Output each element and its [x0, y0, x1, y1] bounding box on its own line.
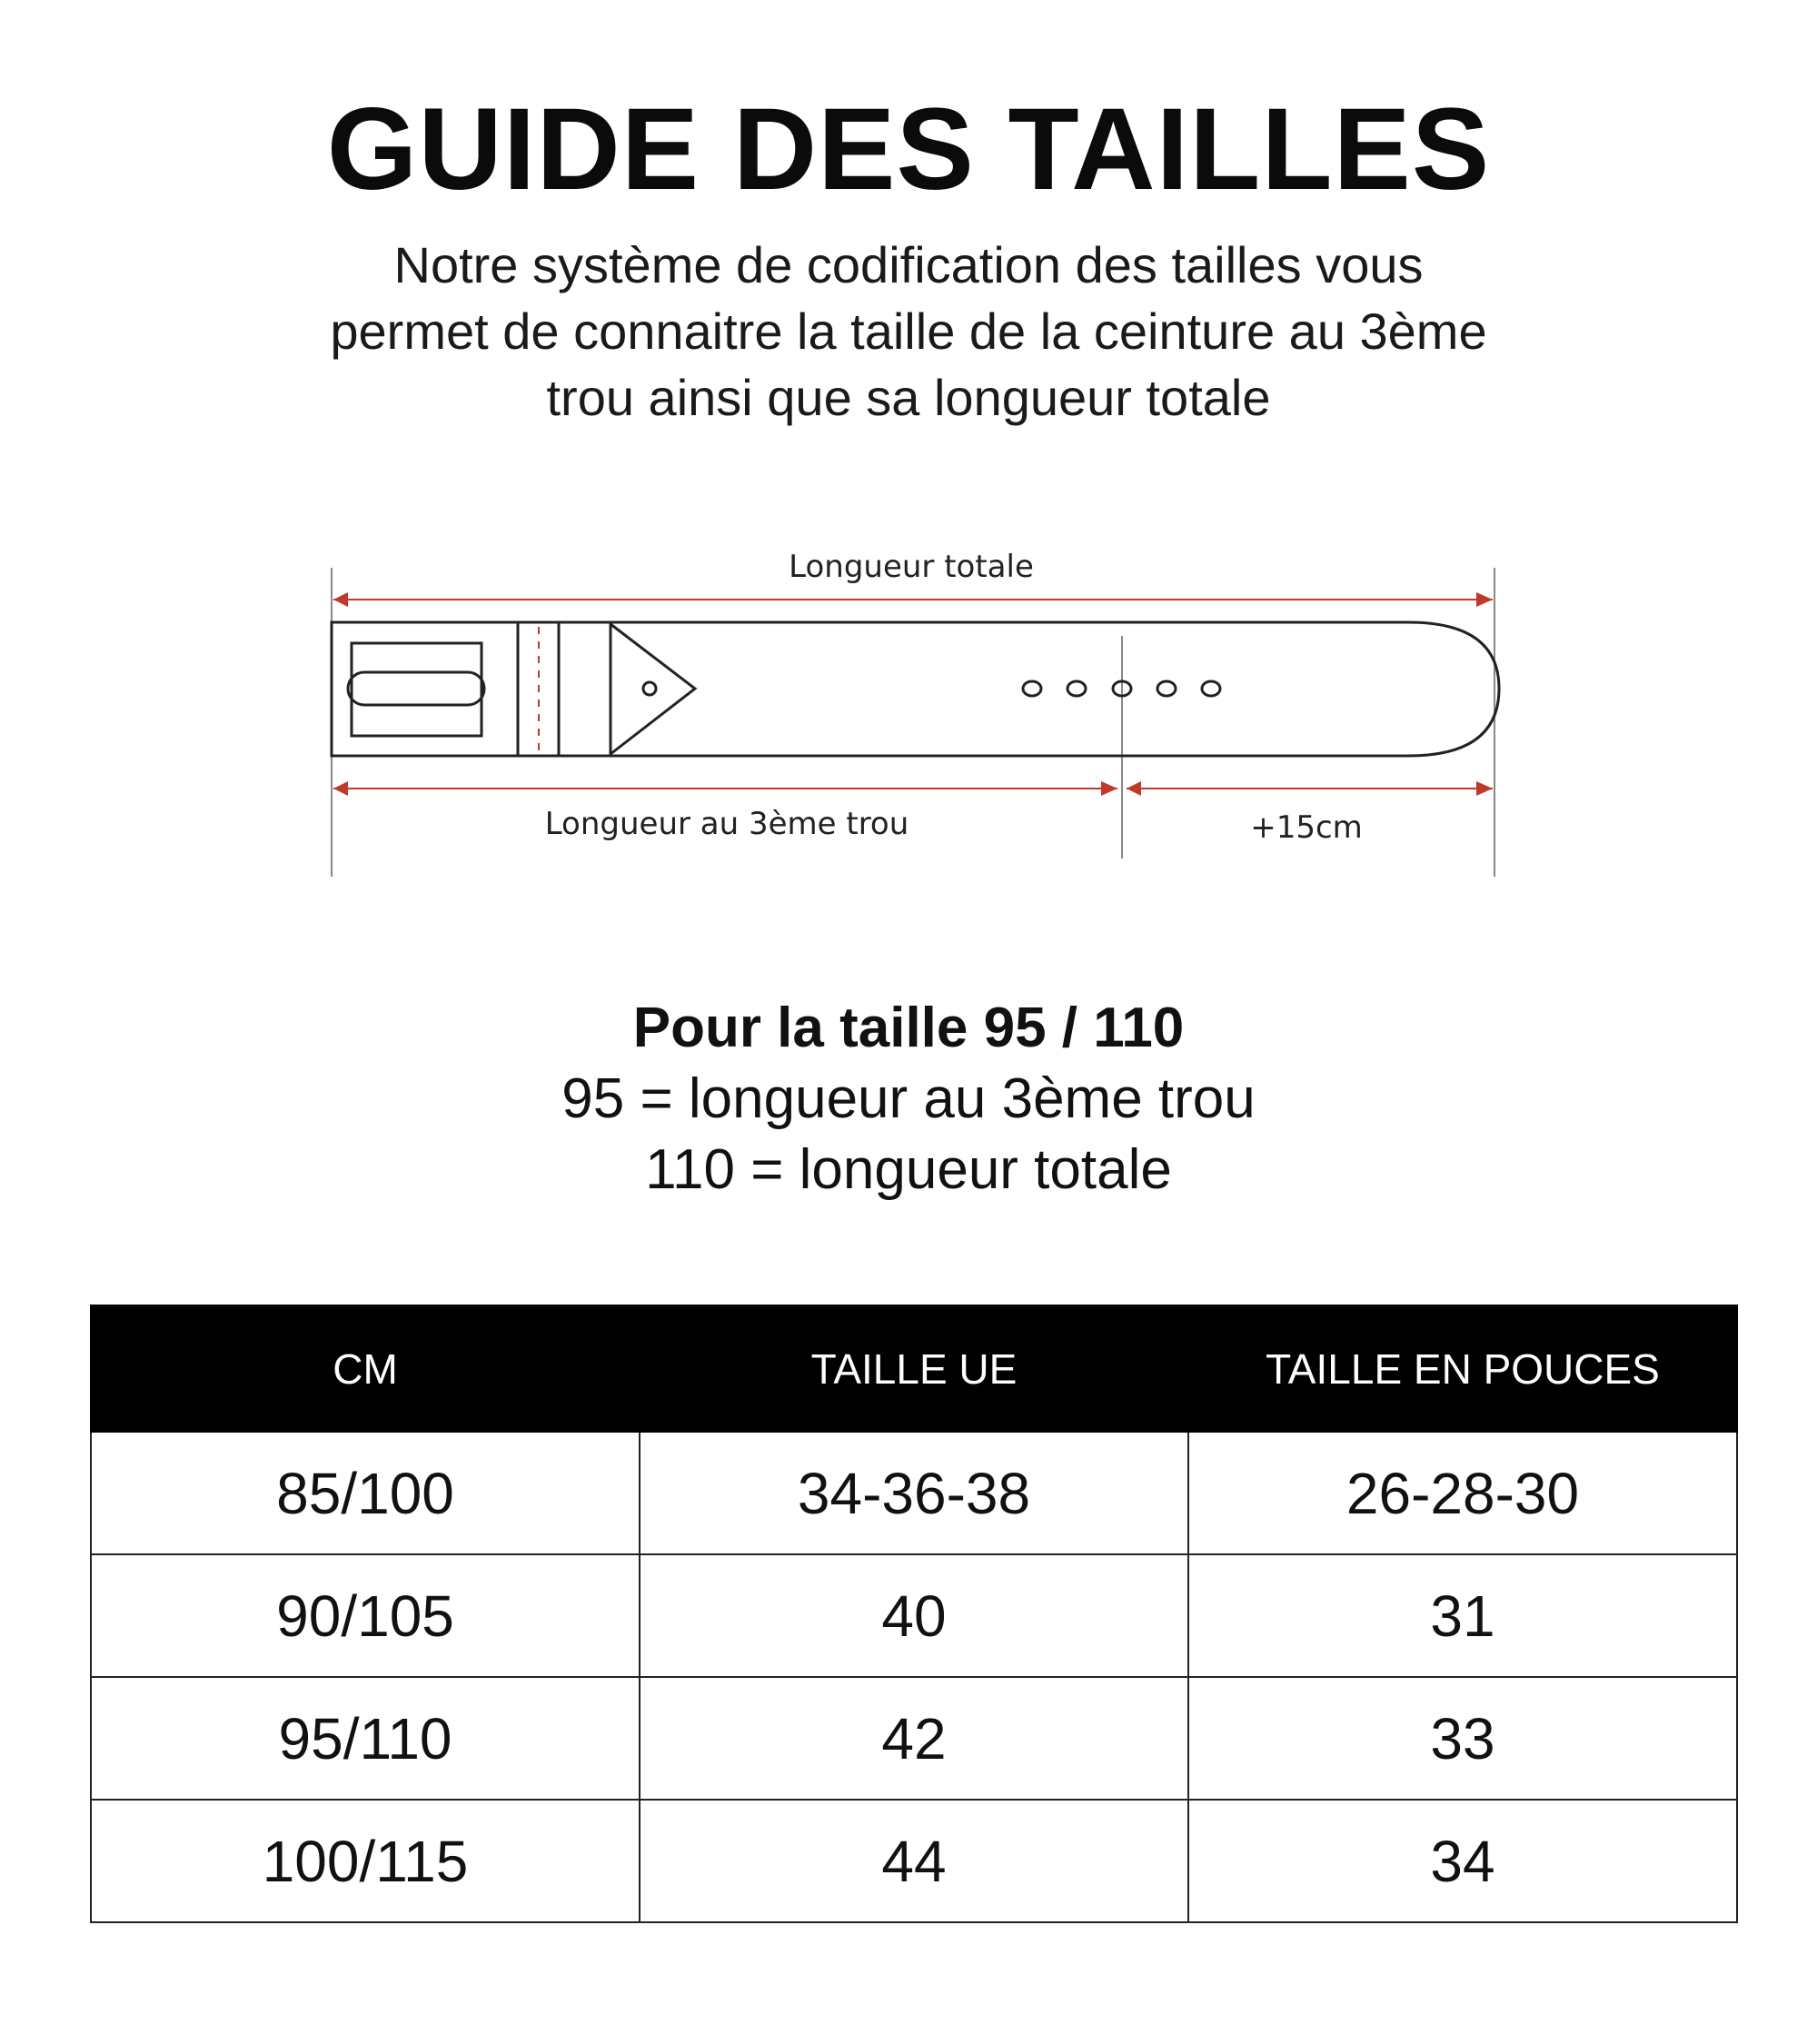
intro-line: permet de connaitre la taille de la ceinture au 3ème: [330, 303, 1487, 360]
example-heading: Pour la taille 95 / 110: [632, 997, 1185, 1059]
belt-diagram: [136, 536, 1708, 945]
example-line: 110 = longueur totale: [645, 1138, 1172, 1201]
buckle-frame: [352, 643, 482, 736]
table-cell: 95/110: [91, 1677, 640, 1800]
belt-hole: [1202, 681, 1220, 696]
rivet: [643, 682, 656, 695]
strap-tip: [611, 624, 695, 754]
table-cell: 34: [1188, 1800, 1737, 1922]
table-cell: 44: [640, 1800, 1188, 1922]
table-row: [91, 1677, 1737, 1800]
belt-hole: [1023, 681, 1041, 696]
label-third-hole-length: Longueur au 3ème trou: [544, 806, 909, 842]
buckle-prong: [348, 672, 484, 705]
belt-outline: [332, 622, 1499, 756]
table-cell: 33: [1188, 1677, 1737, 1800]
belt-hole: [1157, 681, 1176, 696]
table-row: [91, 1432, 1737, 1554]
table-cell: 100/115: [91, 1800, 640, 1922]
table-cell: 40: [640, 1554, 1188, 1677]
table-cell: 42: [640, 1677, 1188, 1800]
table-cell: 85/100: [91, 1432, 640, 1554]
label-total-length: Longueur totale: [789, 549, 1034, 585]
table-cell: 26-28-30: [1188, 1432, 1737, 1554]
example-line: 95 = longueur au 3ème trou: [561, 1067, 1256, 1130]
column-header-cm: CM: [91, 1305, 640, 1432]
table-cell: 31: [1188, 1554, 1737, 1677]
belt-hole: [1067, 681, 1086, 696]
size-example: [0, 993, 1817, 1206]
table-row: [91, 1800, 1737, 1922]
intro-text: [273, 232, 1544, 431]
table-cell: 34-36-38: [640, 1432, 1188, 1554]
intro-line: Notre système de codification des tailles vous: [393, 236, 1424, 293]
table-row: [91, 1554, 1737, 1677]
table-header-row: [91, 1305, 1737, 1432]
label-extra-length: +15cm: [1250, 809, 1363, 846]
column-header-taille-ue: TAILLE UE: [640, 1305, 1188, 1432]
intro-line: trou ainsi que sa longueur totale: [546, 369, 1271, 426]
page-title: GUIDE DES TAILLES: [326, 84, 1491, 214]
table-cell: 90/105: [91, 1554, 640, 1677]
size-table: [90, 1305, 1738, 1923]
column-header-taille-pouces: TAILLE EN POUCES: [1188, 1305, 1737, 1432]
